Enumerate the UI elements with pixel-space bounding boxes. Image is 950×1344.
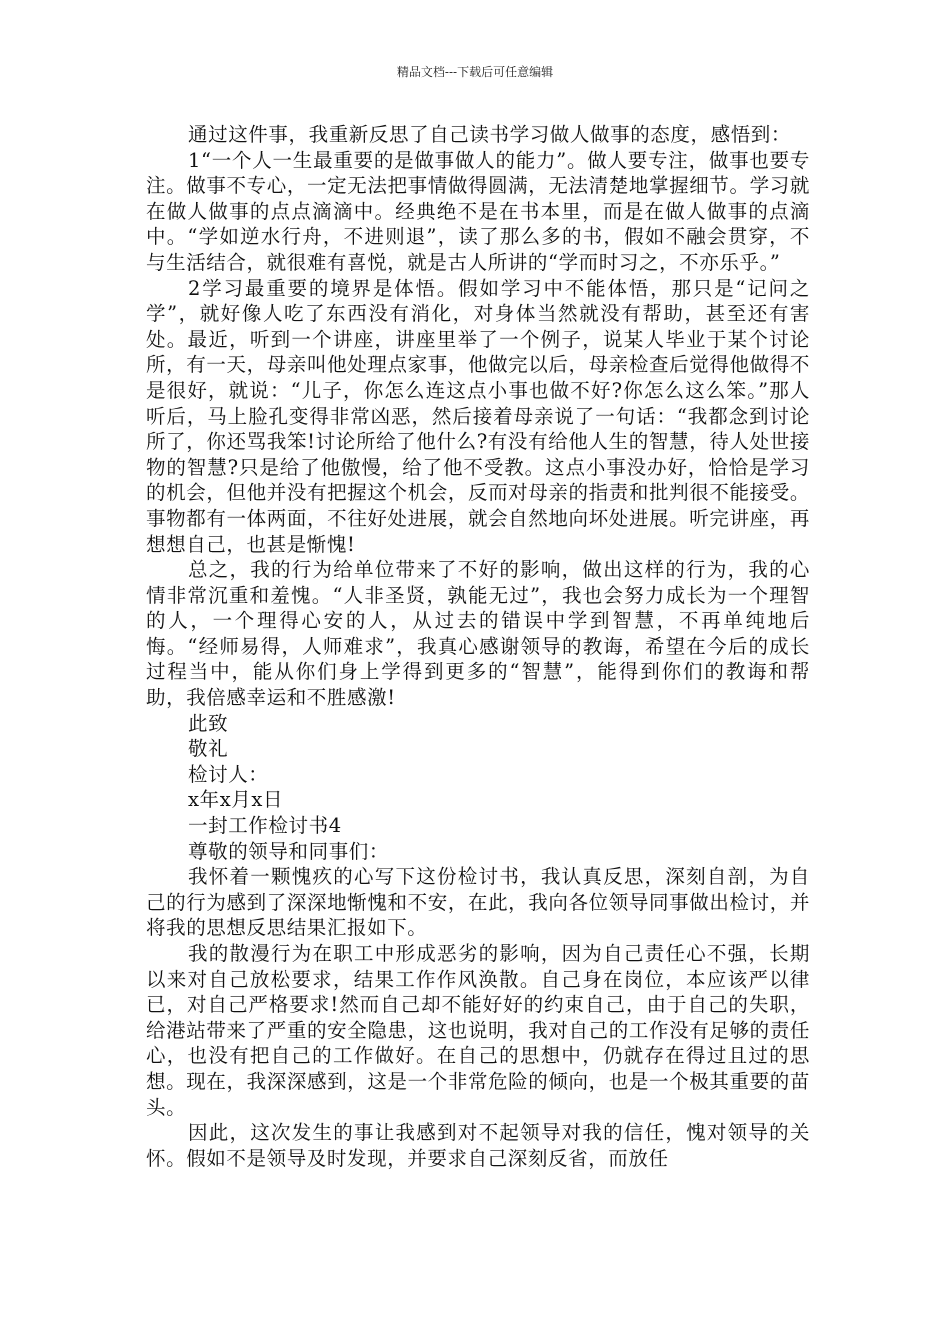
document-body <box>146 122 810 1171</box>
page-header: 精品文档---下载后可任意编辑 <box>396 65 554 79</box>
letter-greeting: 尊敬的领导和同事们： <box>188 839 390 863</box>
closing-regards: 敬礼 <box>188 737 229 761</box>
paragraph-reflection-intro: 通过这件事，我重新反思了自己读书学习做人做事的态度，感悟到： <box>188 123 792 146</box>
paragraph-letter-consequence: 因此，这次发生的事让我感到对不起领导对我的信任，愧对领导的关怀。假如不是领导及时发现，并要求自己深刻反省，而放任 <box>146 1121 810 1170</box>
paragraph-point-2: 2学习最重要的境界是体悟。假如学习中不能体悟，那只是“记问之学”，就好像人吃了东西没有消化，对身体当然就没有帮助，甚至还有害处。最近，听到一个讲座，讲座里举了一个例子，说某人毕业于某个讨论所，有一天，母亲叫他处理点家事，他做完以后，母亲检查后觉得他做得不是很好，就说：“儿子，你怎么连这点小事也做不好?你怎么这么笨。”那人听后，马上脸孔变得非常凶恶，然后接着母亲说了一句话：“我都念到讨论所了，你还骂我笨!讨论所给了他什么?有没有给他人生的智慧，待人处世接物的智慧?只是给了他傲慢，给了他不受教。这点小事没办好，恰恰是学习的机会，但他并没有把握这个机会，反而对母亲的指责和批判很不能接受。事物都有一体两面，不往好处进展，就会自然地向坏处进展。听完讲座，再想想自己，也甚是惭愧! <box>146 276 810 556</box>
section-title: 一封工作检讨书4 <box>188 814 342 838</box>
paragraph-point-1: 1“一个人一生最重要的是做事做人的能力”。做人要专注，做事也要专注。做事不专心，一定无法把事情做得圆满，无法清楚地掌握细节。学习就在做人做事的点点滴滴中。经典绝不是在书本里，而是在做人做事的点滴中。“学如逆水行舟，不进则退”，读了那么多的书，假如不融会贯穿，不与生活结合，就很难有喜悦，就是古人所讲的“学而时习之，不亦乐乎。” <box>146 148 810 274</box>
signature-date: x年x月x日 <box>188 788 284 812</box>
closing-salutation: 此致 <box>188 711 229 735</box>
paragraph-letter-behavior: 我的散漫行为在职工中形成恶劣的影响，因为自己责任心不强，长期以来对自己放松要求，结果工作作风涣散。自己身在岗位，本应该严以律已，对自己严格要求!然而自己却不能好好的约束自己，由于自己的失职，给港站带来了严重的安全隐患，这也说明，我对自己的工作没有足够的责任心，也没有把自己的工作做好。在自己的思想中，仍就存在得过且过的思想。现在，我深深感到，这是一个非常危险的倾向，也是一个极其重要的苗头。 <box>146 942 810 1119</box>
paragraph-conclusion: 总之，我的行为给单位带来了不好的影响，做出这样的行为，我的心情非常沉重和羞愧。“人非圣贤，孰能无过”，我也会努力成长为一个理智的人，一个理得心安的人，从过去的错误中学到智慧，不再单纯地后悔。“经师易得，人师难求”，我真心感谢领导的教诲，希望在今后的成长过程当中，能从你们身上学得到更多的“智慧”，能得到你们的教诲和帮助，我倍感幸运和不胜感激! <box>146 558 810 710</box>
signature-label: 检讨人： <box>188 762 269 786</box>
paragraph-letter-intro: 我怀着一颗愧疚的心写下这份检讨书，我认真反思，深刻自剖，为自己的行为感到了深深地惭愧和不安，在此，我向各位领导同事做出检讨，并将我的思想反思结果汇报如下。 <box>146 865 810 940</box>
